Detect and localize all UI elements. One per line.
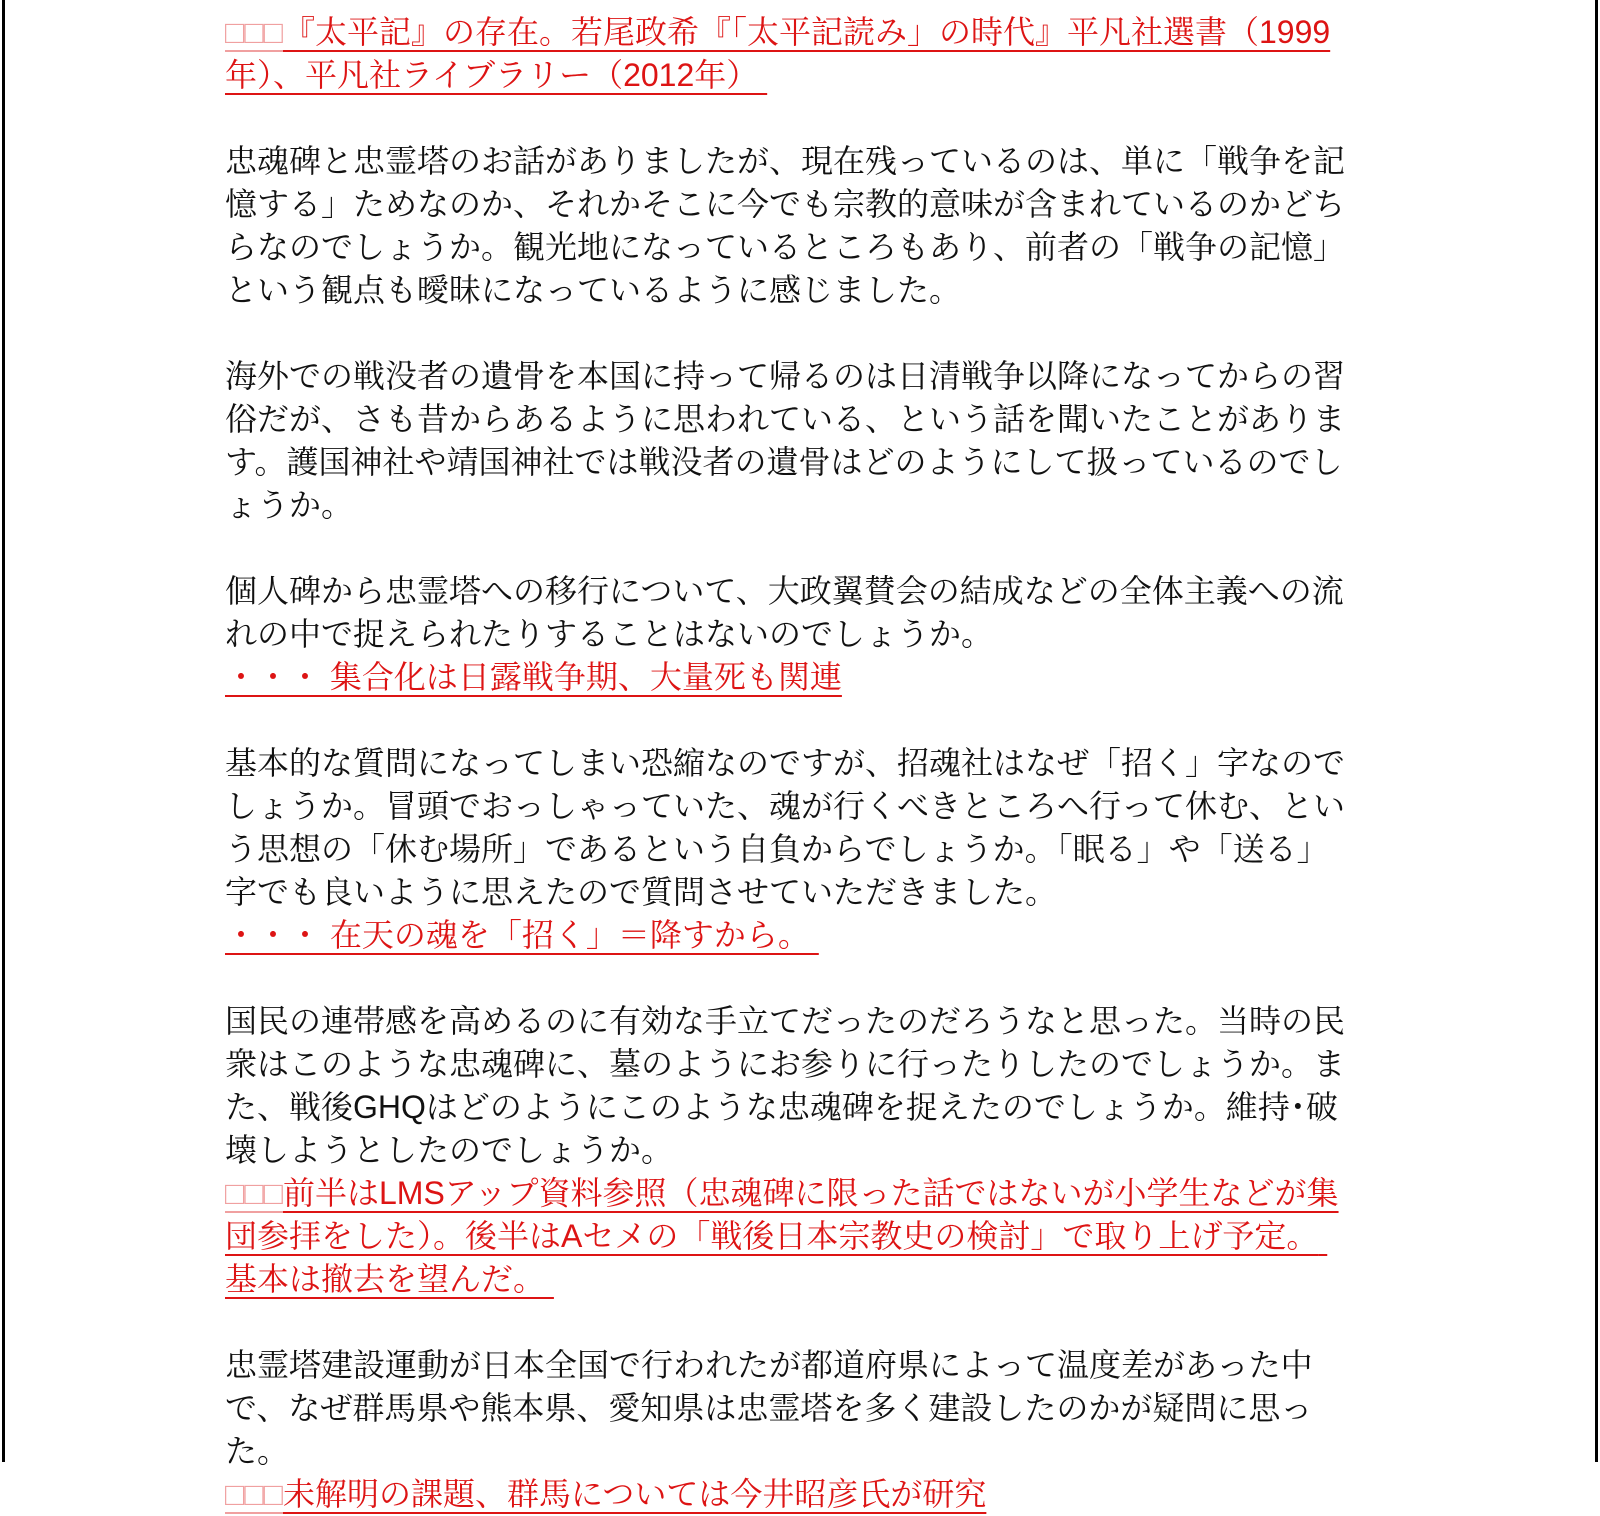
student-comment-collectivization: 個人碑から忠霊塔への移行について、大政翼賛会の結成などの全体主義への流れの中で捉えられたりすることはないのでしょうか。 (225, 573, 1344, 652)
annotation-unsolved-gunma (225, 1473, 1347, 1516)
annotation-inviting-souls (225, 914, 1347, 957)
student-comment-prefecture-differences: 忠霊塔建設運動が日本全国で行われたが都道府県によって温度差があった中で、なぜ群馬県や熊本県、愛知県は忠霊塔を多く建設したのかが疑問に思った。 (225, 1347, 1313, 1469)
student-comment-shokonsha-naming: 基本的な質問になってしまい恐縮なのですが、招魂社はなぜ「招く」字なのでしょうか。冒頭でおっしゃっていた、魂が行くべきところへ行って休む、という思想の「休む場所」であるという自負からでしょうか。「眠る」や「送る」字でも良いように思えたので質問させていただきました。 (225, 745, 1346, 910)
document-content (225, 11, 1347, 1516)
annotation-russo-japanese-war (225, 656, 1347, 699)
missing-glyph-boxes: □□□ (225, 14, 283, 50)
annotation-taiheiki-reference (225, 11, 1347, 97)
student-comment-war-dead-remains: 海外での戦没者の遺骨を本国に持って帰るのは日清戦争以降になってからの習俗だが、さも昔からあるように思われている、という話を聞いたことがあります。護国神社や靖国神社では戦没者の遺骨はどのようにして扱っているのでしょうか。 (225, 358, 1346, 523)
page-border-right (1595, 0, 1598, 1462)
student-comment-memorial-meaning: 忠魂碑と忠霊塔のお話がありましたが、現在残っているのは、単に「戦争を記憶する」ためなのか、それかそこに今でも宗教的意味が含まれているのかどちらなのでしょうか。観光地になっているところもあり、前者の「戦争の記憶」という観点も曖昧になっているように感じました。 (225, 143, 1346, 308)
annotation-lms-materials (225, 1172, 1347, 1301)
page-border-left (2, 0, 5, 1462)
annotation-text: 前半はLMSアップ資料参照（忠魂碑に限った話ではないが小学生などが集団参拝をした）。後半はAセメの「戦後日本宗教史の検討」で取り上げ予定。 基本は撤去を望んだ。 (225, 1175, 1339, 1297)
annotation-text: 『太平記』の存在。若尾政希『「太平記読み」の時代』平凡社選書（1999年）、平凡社ライブラリー（2012年） (225, 14, 1331, 93)
missing-glyph-boxes: □□□ (225, 1476, 283, 1512)
student-comment-ghq-postwar: 国民の連帯感を高めるのに有効な手立てだったのだろうなと思った。当時の民衆はこのような忠魂碑に、墓のようにお参りに行ったりしたのでしょうか。また、戦後GHQはどのようにこのような忠魂碑を捉えたのでしょうか。維持･破壊しようとしたのでしょうか。 (225, 1003, 1346, 1168)
annotation-text: ・・・ 在天の魂を「招く」＝降すから。 (225, 917, 819, 953)
missing-glyph-boxes: □□□ (225, 1175, 283, 1211)
annotation-text: 未解明の課題、群馬については今井昭彦氏が研究 (282, 1476, 987, 1512)
annotation-text: ・・・ 集合化は日露戦争期、大量死も関連 (225, 659, 842, 695)
